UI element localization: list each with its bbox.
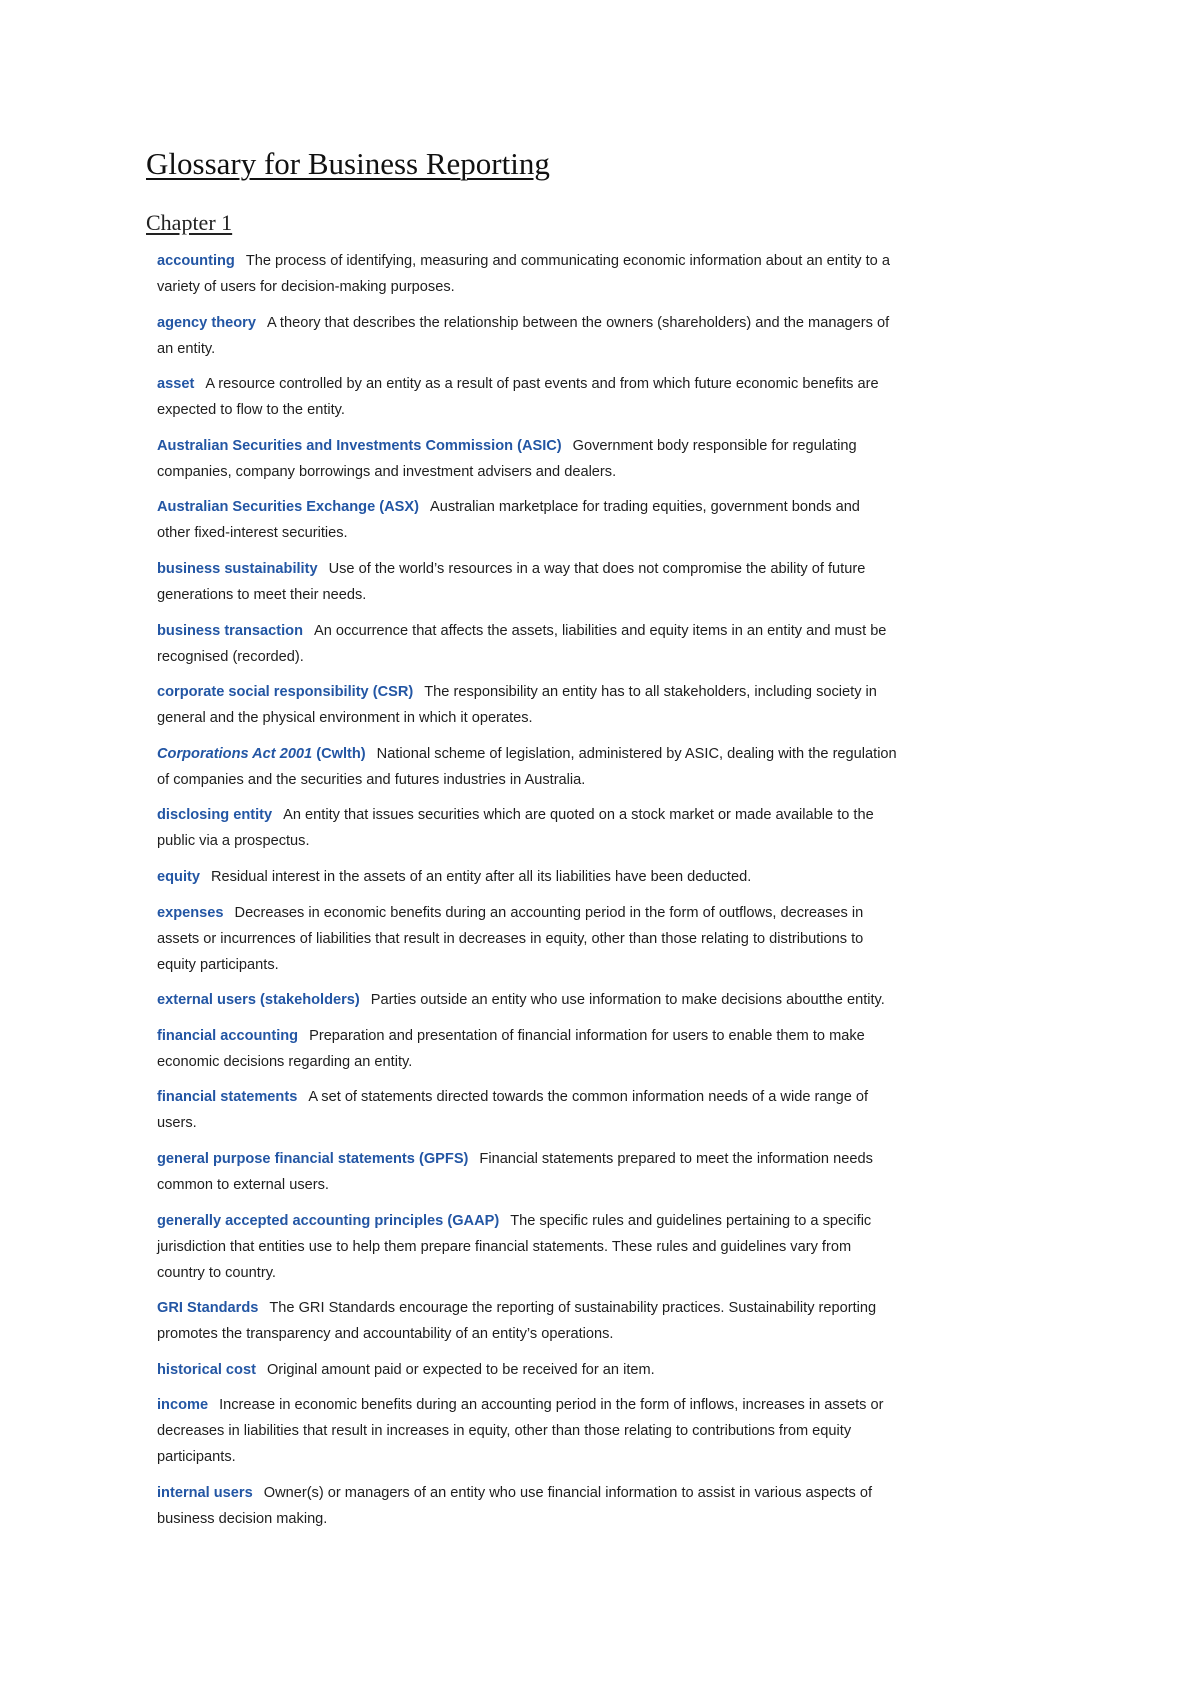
glossary-term: Australian Securities Exchange (ASX) [157, 499, 419, 516]
glossary-term: financial statements [157, 1089, 298, 1106]
chapter-heading: Chapter 1 [146, 210, 233, 235]
glossary-term: general purpose financial statements (GPFS) [157, 1150, 469, 1167]
glossary-definition: Use of the world’s resources in a way that does not compromise the ability of future generations to meet their needs. [157, 560, 866, 603]
glossary-definition: An occurrence that affects the assets, liabilities and equity items in an entity and must be recognised (recorded). [157, 622, 887, 665]
glossary-definition: A theory that describes the relationship between the owners (shareholders) and the managers of an entity. [157, 314, 890, 357]
glossary-entry [157, 802, 897, 854]
glossary-term: GRI Standards [157, 1300, 259, 1317]
glossary-entry [157, 248, 897, 300]
glossary-entry [157, 741, 897, 793]
glossary-entry [157, 310, 897, 362]
glossary-entry [157, 371, 897, 423]
glossary-term: historical cost [157, 1361, 256, 1378]
glossary-term: disclosing entity [157, 807, 273, 824]
glossary-term-italic: Corporations Act 2001 [157, 745, 313, 762]
glossary-definition: The responsibility an entity has to all stakeholders, including society in general and the physical environment in which it operates. [157, 684, 877, 727]
glossary-definition: Financial statements prepared to meet the information needs common to external users. [157, 1150, 873, 1193]
glossary-entry [157, 494, 897, 546]
glossary-definition: The process of identifying, measuring and communicating economic information about an entity to a variety of users for decision-making purposes. [157, 253, 890, 295]
glossary-list [157, 248, 897, 1541]
glossary-term: corporate social responsibility (CSR) [157, 684, 414, 701]
glossary-term: business transaction [157, 622, 303, 639]
glossary-entry [157, 864, 897, 890]
glossary-entry [157, 556, 897, 608]
glossary-term: financial accounting [157, 1027, 299, 1044]
glossary-term: business sustainability [157, 560, 318, 577]
glossary-term: asset [157, 376, 195, 393]
glossary-definition: Owner(s) or managers of an entity who use financial information to assist in various aspects of business decision making. [157, 1484, 873, 1527]
glossary-term: agency theory [157, 314, 256, 331]
glossary-term: income [157, 1397, 209, 1414]
glossary-definition: Increase in economic benefits during an accounting period in the form of inflows, increases in assets or decreases in liabilities that result in increases in equity, other than those relating to contributions from equity participants. [157, 1397, 884, 1466]
glossary-entry [157, 1084, 897, 1136]
glossary-definition: Original amount paid or expected to be received for an item. [266, 1361, 655, 1378]
glossary-entry [157, 987, 897, 1013]
glossary-definition: A set of statements directed towards the common information needs of a wide range of users. [157, 1089, 869, 1132]
glossary-term: equity [157, 868, 200, 885]
glossary-entry [157, 679, 897, 731]
glossary-entry [157, 1208, 897, 1286]
glossary-definition: Government body responsible for regulating companies, company borrowings and investment advisers and dealers. [157, 437, 857, 480]
glossary-definition: Preparation and presentation of financial information for users to enable them to make economic decisions regarding an entity. [157, 1027, 865, 1070]
glossary-term: (Cwlth) [312, 745, 366, 762]
glossary-entry [157, 1480, 897, 1532]
glossary-definition: A resource controlled by an entity as a result of past events and from which future economic benefits are expected to flow to the entity. [157, 376, 879, 419]
glossary-definition: The GRI Standards encourage the reporting of sustainability practices. Sustainability reporting promotes the transparency and accountability of an entity’s operations. [157, 1300, 877, 1343]
glossary-entry [157, 1146, 897, 1198]
glossary-entry [157, 1023, 897, 1075]
glossary-entry [157, 618, 897, 670]
glossary-definition: Australian marketplace for trading equities, government bonds and other fixed-interest securities. [157, 499, 860, 542]
glossary-definition: National scheme of legislation, administered by ASIC, dealing with the regulation of companies and the securities and futures industries in Australia. [157, 745, 897, 788]
glossary-definition: Decreases in economic benefits during an accounting period in the form of outflows, decreases in assets or incurrences of liabilities that result in decreases in equity, other than those relating to distributions to equity participants. [157, 904, 864, 973]
glossary-entry [157, 1357, 897, 1383]
glossary-term: external users (stakeholders) [157, 992, 360, 1009]
glossary-entry [157, 1295, 897, 1347]
glossary-entry [157, 1392, 897, 1470]
document-title: Glossary for Business Reporting [146, 146, 550, 181]
glossary-term: internal users [157, 1484, 253, 1501]
glossary-definition: The specific rules and guidelines pertaining to a specific jurisdiction that entities use to help them prepare financial statements. These rules and guidelines vary from country to country. [157, 1212, 872, 1281]
glossary-term: accounting [157, 253, 235, 269]
glossary-term: Australian Securities and Investments Commission (ASIC) [157, 437, 562, 454]
glossary-term: expenses [157, 904, 224, 921]
glossary-entry [157, 433, 897, 485]
glossary-definition: Parties outside an entity who use information to make decisions aboutthe entity. [370, 992, 885, 1009]
glossary-definition: An entity that issues securities which are quoted on a stock market or made available to the public via a prospectus. [157, 807, 874, 850]
glossary-definition: Residual interest in the assets of an entity after all its liabilities have been deducted. [210, 868, 752, 885]
glossary-entry [157, 900, 897, 978]
glossary-term: generally accepted accounting principles (GAAP) [157, 1212, 500, 1229]
